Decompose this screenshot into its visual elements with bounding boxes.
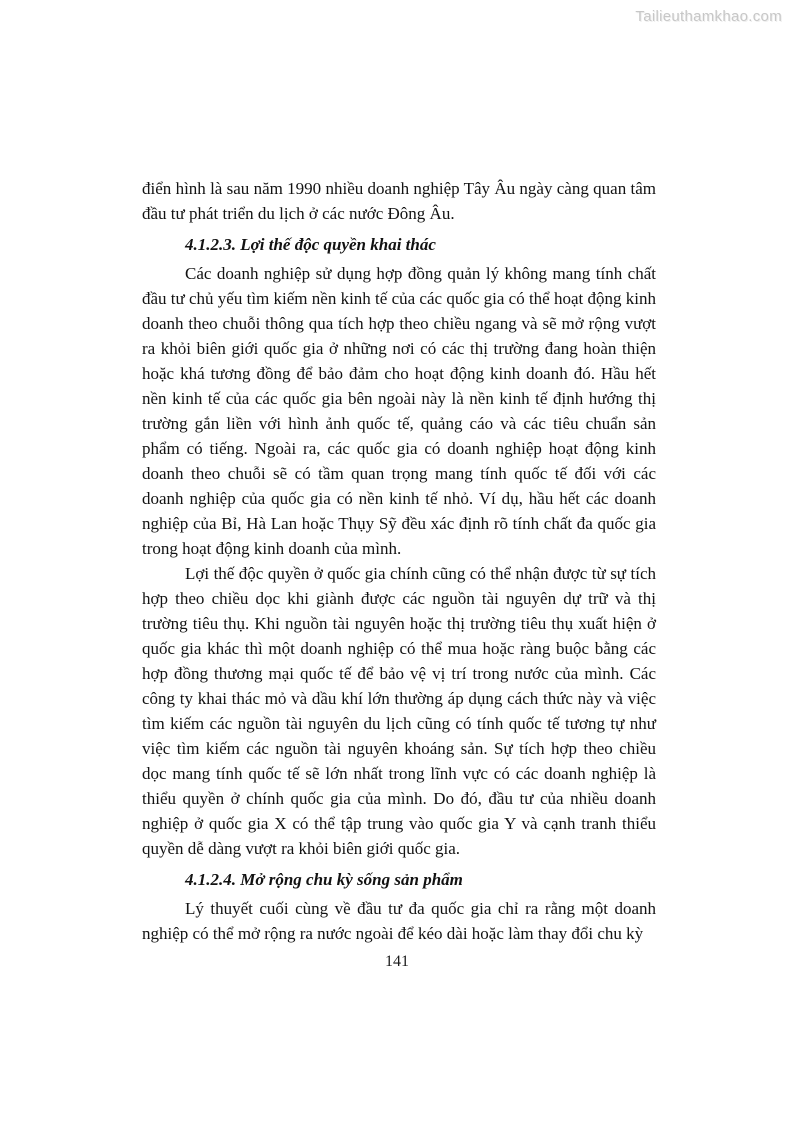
watermark: Tailieuthamkhao.com (635, 8, 782, 25)
paragraph: Lý thuyết cuối cùng về đầu tư đa quốc gia chỉ ra rằng một doanh nghiệp có thể mở rộng ra nước ngoài để kéo dài hoặc làm thay đổi chu kỳ (142, 899, 656, 943)
paragraph: Các doanh nghiệp sử dụng hợp đồng quản lý không mang tính chất đầu tư chủ yếu tìm kiếm nền kinh tế của các quốc gia có thể hoạt động kinh doanh theo chuỗi thông qua tích hợp theo chiều ngang và sẽ mở rộng vượt ra khỏi biên giới quốc gia ở những nơi có các thị trường đang hoàn thiện hoặc khá tương đồng để bảo đảm cho hoạt động kinh doanh đó. Hầu hết nền kinh tế của các quốc gia bên ngoài này là nền kinh tế định hướng thị trường gắn liền với hình ảnh quốc tế, quảng cáo và các tiêu chuẩn sản phẩm có tiếng. Ngoài ra, các quốc gia có doanh nghiệp hoạt động kinh doanh theo chuỗi sẽ có tầm quan trọng mang tính quốc tế đối với các doanh nghiệp của quốc gia có nền kinh tế nhỏ. Ví dụ, hầu hết các doanh nghiệp của Bỉ, Hà Lan hoặc Thụy Sỹ đều xác định rõ tính chất đa quốc gia trong hoạt động kinh doanh của mình. (142, 264, 656, 558)
paragraph: Lợi thế độc quyền ở quốc gia chính cũng có thể nhận được từ sự tích hợp theo chiều dọc khi giành được các nguồn tài nguyên dự trữ và thị trường tiêu thụ. Khi nguồn tài nguyên hoặc thị trường tiêu thụ xuất hiện ở quốc gia khác thì một doanh nghiệp có thể mua hoặc ràng buộc bằng các hợp đồng thương mại quốc tế để bảo vệ vị trí trong nước của mình. Các công ty khai thác mỏ và dầu khí lớn thường áp dụng cách thức này và việc tìm kiếm các nguồn tài nguyên du lịch cũng có tính quốc tế tương tự như việc tìm kiếm các nguồn tài nguyên khoáng sản. Sự tích hợp theo chiều dọc mang tính quốc tế sẽ lớn nhất trong lĩnh vực có các doanh nghiệp là thiểu quyền ở chính quốc gia của mình. Do đó, đầu tư của nhiều doanh nghiệp ở quốc gia X có thể tập trung vào quốc gia Y và cạnh tranh thiểu quyền dễ dàng vượt ra khỏi biên giới quốc gia. (142, 564, 656, 858)
page-body (142, 176, 656, 946)
paragraph-continuation: điển hình là sau năm 1990 nhiều doanh nghiệp Tây Âu ngày càng quan tâm đầu tư phát triển du lịch ở các nước Đông Âu. (142, 179, 656, 223)
section-heading-4-1-2-3: 4.1.2.3. Lợi thế độc quyền khai thác (185, 235, 436, 254)
section-heading-4-1-2-4: 4.1.2.4. Mở rộng chu kỳ sống sản phẩm (185, 870, 463, 889)
page-number: 141 (385, 953, 409, 970)
